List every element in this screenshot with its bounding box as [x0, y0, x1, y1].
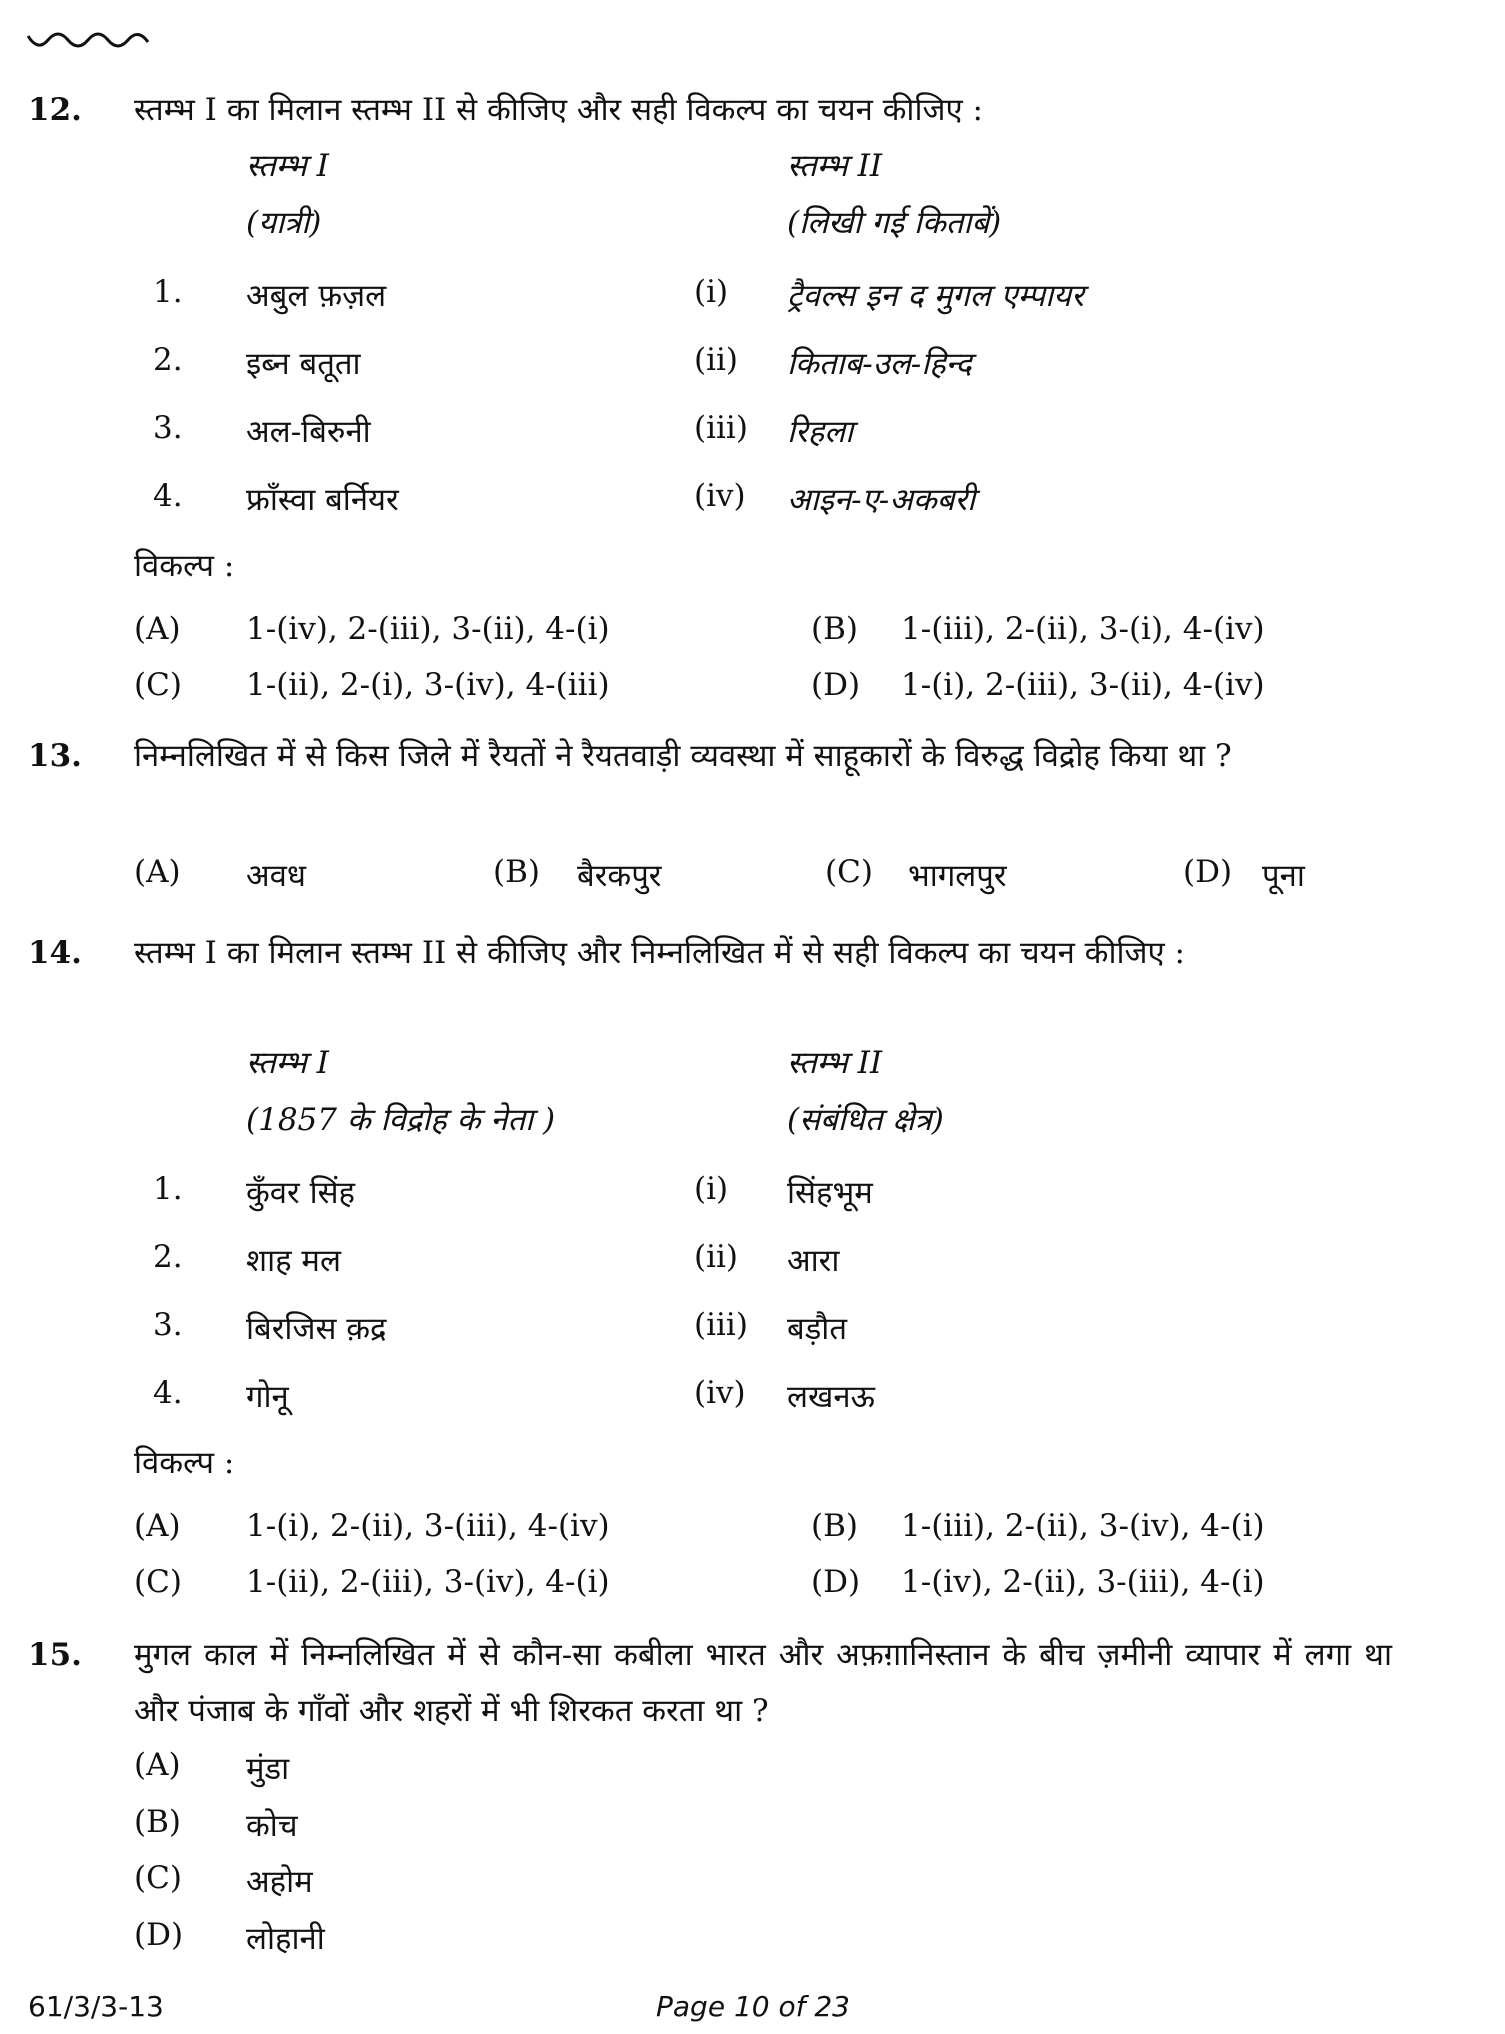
option-label: (D)	[811, 667, 861, 703]
option-text: 1-(iii), 2-(ii), 3-(i), 4-(iv)	[901, 611, 1265, 647]
column-2-heading: स्तम्भ II	[787, 1045, 883, 1081]
row-marker: (i)	[694, 274, 729, 310]
option-text: लोहानी	[246, 1920, 325, 1957]
row-marker: (iv)	[694, 1375, 746, 1411]
question-number: 13.	[28, 738, 82, 774]
row-number: 1.	[153, 1171, 183, 1207]
column-2-item: किताब-उल-हिन्द	[787, 346, 972, 382]
column-2-item: ट्रैवल्स इन द मुगल एम्पायर	[787, 278, 1084, 314]
column-1-item: अल-बिरुनी	[246, 414, 371, 450]
row-number: 3.	[153, 410, 183, 446]
row-number: 4.	[153, 478, 183, 514]
column-1-subheading: (1857 के विद्रोह के नेता )	[246, 1102, 556, 1138]
wave-mark-icon	[26, 30, 156, 52]
question-number: 14.	[28, 935, 82, 971]
option-label: (B)	[811, 611, 858, 647]
option-text: 1-(iv), 2-(iii), 3-(ii), 4-(i)	[246, 611, 610, 647]
question-text: मुगल काल में निम्नलिखित में से कौन-सा कबीला भारत और अफ़ग़ानिस्तान के बीच ज़मीनी व्यापार में लगा था और पंजाब के गाँवों और शहरों में भी शिरकत करता था ?	[134, 1637, 1392, 1729]
column-2-item: आरा	[787, 1243, 840, 1279]
row-number: 2.	[153, 1239, 183, 1275]
option-text: कोच	[246, 1807, 298, 1844]
option-text: बैरकपुर	[577, 858, 662, 894]
column-2-subheading: (लिखी गई किताबें)	[787, 205, 1002, 241]
option-label: (B)	[811, 1508, 858, 1544]
option-text: 1-(i), 2-(iii), 3-(ii), 4-(iv)	[901, 667, 1265, 703]
column-1-heading: स्तम्भ I	[246, 148, 329, 184]
option-label: (D)	[811, 1564, 861, 1600]
option-text: 1-(iv), 2-(ii), 3-(iii), 4-(i)	[901, 1564, 1265, 1600]
option-label: (C)	[825, 854, 873, 890]
options-label: विकल्प :	[134, 548, 235, 584]
option-text: अवध	[246, 858, 306, 894]
options-label: विकल्प :	[134, 1445, 235, 1481]
question-text: स्तम्भ I का मिलान स्तम्भ II से कीजिए और निम्नलिखित में से सही विकल्प का चयन कीजिए :	[134, 935, 1185, 971]
column-1-item: फ्राँस्वा बर्नियर	[246, 482, 399, 518]
column-1-item: शाह मल	[246, 1243, 341, 1279]
option-text: पूना	[1262, 858, 1305, 894]
column-1-item: गोनू	[246, 1379, 289, 1415]
column-2-item: रिहला	[787, 414, 854, 450]
question-text: निम्नलिखित में से किस जिले में रैयतों ने रैयतवाड़ी व्यवस्था में साहूकारों के विरुद्ध विद्रोह किया था ?	[134, 738, 1232, 774]
question-number: 12.	[28, 92, 82, 128]
option-text: 1-(ii), 2-(iii), 3-(iv), 4-(i)	[246, 1564, 610, 1600]
row-marker: (iii)	[694, 410, 748, 446]
option-label: (A)	[134, 611, 181, 647]
option-text: 1-(iii), 2-(ii), 3-(iv), 4-(i)	[901, 1508, 1265, 1544]
row-marker: (iii)	[694, 1307, 748, 1343]
row-marker: (i)	[694, 1171, 729, 1207]
column-1-item: अबुल फ़ज़ल	[246, 278, 387, 314]
column-2-item: सिंहभूम	[787, 1175, 873, 1211]
column-2-subheading: (संबंधित क्षेत्र)	[787, 1102, 944, 1138]
option-label: (B)	[134, 1803, 181, 1840]
row-number: 2.	[153, 342, 183, 378]
option-text: मुंडा	[246, 1751, 290, 1787]
option-label: (D)	[1183, 854, 1233, 890]
option-label: (D)	[134, 1916, 184, 1953]
question-text: स्तम्भ I का मिलान स्तम्भ II से कीजिए और सही विकल्प का चयन कीजिए :	[134, 92, 983, 128]
option-text: भागलपुर	[908, 858, 1007, 894]
row-number: 3.	[153, 1307, 183, 1343]
row-marker: (iv)	[694, 478, 746, 514]
row-number: 4.	[153, 1375, 183, 1411]
option-label: (C)	[134, 667, 182, 703]
column-2-item: लखनऊ	[787, 1379, 875, 1415]
column-1-heading: स्तम्भ I	[246, 1045, 329, 1081]
column-2-heading: स्तम्भ II	[787, 148, 883, 184]
column-2-item: आइन-ए-अकबरी	[787, 482, 976, 518]
option-label: (A)	[134, 854, 181, 890]
option-label: (A)	[134, 1508, 181, 1544]
page-number: Page 10 of 23	[656, 1990, 850, 2023]
option-label: (C)	[134, 1860, 182, 1896]
column-1-item: कुँवर सिंह	[246, 1175, 356, 1211]
row-number: 1.	[153, 274, 183, 310]
option-label: (B)	[493, 854, 540, 890]
option-label: (A)	[134, 1747, 181, 1783]
paper-code: 61/3/3-13	[28, 1990, 164, 2023]
row-marker: (ii)	[694, 1239, 739, 1275]
option-text: 1-(i), 2-(ii), 3-(iii), 4-(iv)	[246, 1508, 610, 1544]
row-marker: (ii)	[694, 342, 739, 378]
question-number: 15.	[28, 1637, 82, 1673]
column-1-item: इब्न बतूता	[246, 346, 361, 382]
option-text: अहोम	[246, 1864, 313, 1900]
column-1-subheading: (यात्री)	[246, 205, 322, 241]
column-1-item: बिरजिस क़द्र	[246, 1311, 387, 1347]
option-text: 1-(ii), 2-(i), 3-(iv), 4-(iii)	[246, 667, 610, 703]
column-2-item: बड़ौत	[787, 1311, 847, 1347]
option-label: (C)	[134, 1564, 182, 1600]
